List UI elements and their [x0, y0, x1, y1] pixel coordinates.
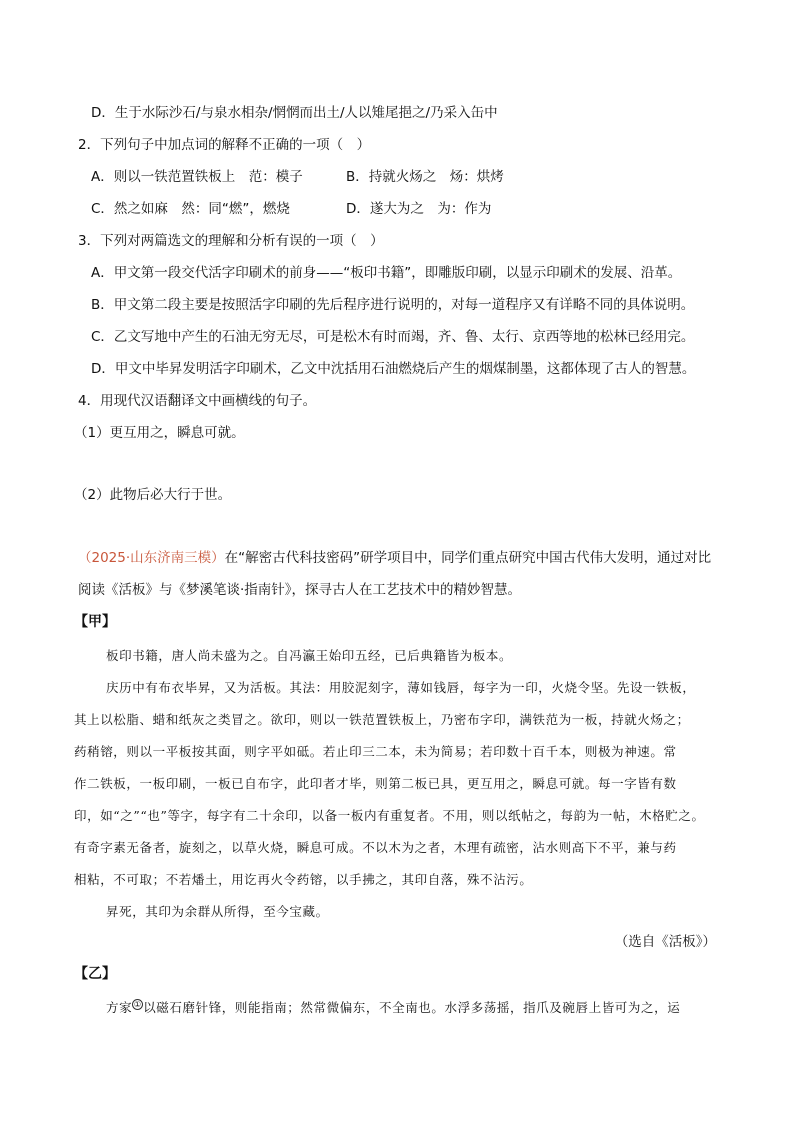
jia-p2-line: 相粘，不可取；不若燔土，用讫再火令药镕，以手拂之，其印自落，殊不沾污。 [74, 872, 533, 887]
q2-option-b: B．持就火炀之 炀：烘烤 [346, 169, 504, 185]
q3-stem: 3．下列对两篇选文的理解和分析有误的一项（ ） [78, 233, 384, 249]
jia-p2-line: 作二铁板，一板印刷，一板已自布字，此印者才毕，则第二板已具，更互用之，瞬息可就。每一字皆有数 [74, 776, 677, 791]
q2-option-c: C．然之如麻 然：同“燃”，燃烧 [91, 201, 290, 217]
yi-text-pre: 方家 [106, 1000, 133, 1015]
jia-header: 【甲】 [74, 614, 116, 630]
jia-p2-line: 药稍镕，则以一平板按其面，则字平如砥。若止印三二本，未为简易；若印数十百千本，则极为神速。常 [74, 744, 677, 759]
q3-option-a: A．甲文第一段交代活字印刷术的前身——“板印书籍”，即雕版印刷，以显示印刷术的发展、沿革。 [91, 265, 682, 281]
source-intro-line-2: 阅读《活板》与《梦溪笔谈·指南针》，探寻古人在工艺技术中的精妙智慧。 [78, 582, 522, 598]
q1-option-d: D．生于水际沙石/与泉水相杂/惘惘而出土/人以雉尾挹之/乃采入缶中 [91, 105, 498, 121]
q2-stem: 2．下列句子中加点词的解释不正确的一项（ ） [78, 137, 371, 153]
source-tag: （2025·山东济南三模） [78, 550, 225, 566]
jia-citation: （选自《活板》） [614, 934, 716, 950]
jia-paragraph-1: 板印书籍，唐人尚未盛为之。自冯瀛王始印五经，已后典籍皆为板本。 [106, 648, 513, 663]
jia-paragraph-3: 昇死，其印为余群从所得，至今宝藏。 [106, 904, 329, 919]
q3-option-b: B．甲文第二段主要是按照活字印刷的先后程序进行说明的，对每一道程序又有详略不同的具体说明。 [91, 297, 695, 313]
source-intro-text: 在“解密古代科技密码”研学项目中，同学们重点研究中国古代伟大发明，通过对比 [224, 550, 712, 566]
q4-stem: 4．用现代汉语翻译文中画横线的句子。 [78, 393, 317, 409]
yi-text-post: 以磁石磨针锋，则能指南；然常微偏东，不全南也。水浮多荡摇，指爪及碗唇上皆可为之，运 [143, 1000, 681, 1015]
q3-option-c: C．乙文写地中产生的石油无穷无尽，可是松木有时而竭，齐、鲁、太行、京西等地的松林已经用完。 [91, 329, 695, 345]
q4-sentence-2: （2）此物后必大行于世。 [74, 487, 232, 503]
jia-p2-line: 其上以松脂、蜡和纸灰之类冒之。欲印，则以一铁范置铁板上，乃密布字印，满铁范为一板，持就火炀之； [74, 712, 690, 727]
jia-p2-line: 有奇字素无备者，旋刻之，以草火烧，瞬息可成。不以木为之者，木理有疏密，沾水则高下不平，兼与药 [74, 840, 677, 855]
q2-option-d: D．遂大为之 为：作为 [346, 201, 492, 217]
yi-paragraph-1 [106, 998, 680, 1018]
yi-header: 【乙】 [74, 966, 116, 982]
q4-sentence-1: （1）更互用之，瞬息可就。 [74, 425, 245, 441]
jia-p2-line: 印，如“之”“也”等字，每字有二十余印，以备一板内有重复者。不用，则以纸帖之，每韵为一帖，木格贮之。 [74, 808, 705, 823]
q3-option-d: D．甲文中毕昇发明活字印刷术，乙文中沈括用石油燃烧后产生的烟煤制墨，这都体现了古人的智慧。 [91, 361, 696, 377]
source-intro-line-1 [78, 548, 711, 568]
footnote-marker: ① [133, 999, 142, 1009]
jia-p2-line: 庆历中有布衣毕昇，又为活板。其法：用胶泥刻字，薄如钱唇，每字为一印，火烧令坚。先设一铁板， [106, 680, 696, 695]
q2-option-a: A．则以一铁范置铁板上 范：模子 [91, 169, 303, 185]
